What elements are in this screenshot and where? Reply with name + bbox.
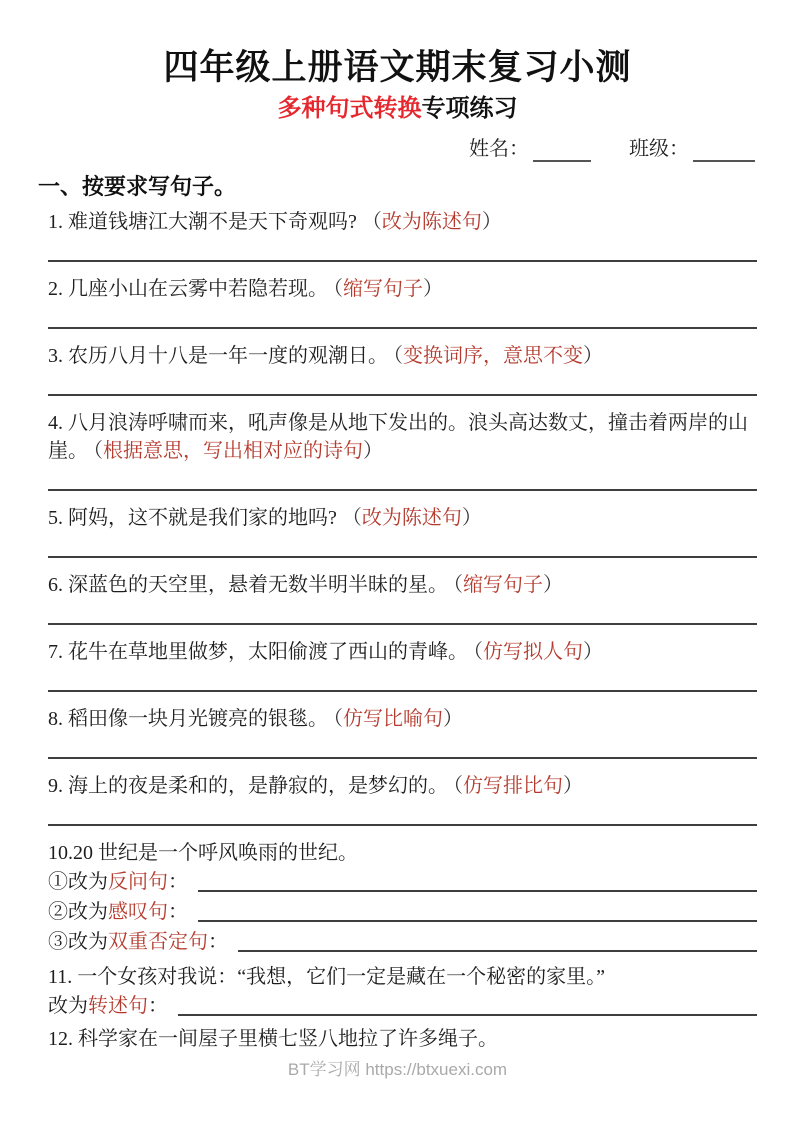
answer-line bbox=[198, 920, 757, 922]
question-sentence: 9. 海上的夜是柔和的，是静寂的，是梦幻的。 bbox=[48, 775, 448, 797]
question-8 bbox=[48, 705, 757, 759]
sub-item-label bbox=[48, 897, 188, 927]
sentence-type-label: 反问句 bbox=[108, 871, 168, 893]
instruction-label: 仿写拟人句 bbox=[483, 641, 583, 663]
question-text: 12. 科学家在一间屋子里横七竖八地拉了许多绳子。 bbox=[48, 1028, 498, 1050]
sentence-type-label: 感叹句 bbox=[108, 901, 168, 923]
paren-open: （ bbox=[93, 440, 103, 462]
colon: ： bbox=[168, 871, 188, 893]
question-1 bbox=[48, 208, 757, 262]
instruction-label: 改为陈述句 bbox=[381, 211, 482, 233]
sub-prefix: 改为 bbox=[68, 901, 108, 923]
paren-open: （ bbox=[473, 641, 483, 663]
sub-item-label bbox=[48, 867, 188, 897]
question-sentence: 2. 几座小山在云雾中若隐若现。 bbox=[48, 278, 328, 300]
instruction-group bbox=[453, 775, 583, 797]
answer-line bbox=[238, 950, 757, 952]
paren-close: ） bbox=[583, 345, 603, 367]
question-3 bbox=[48, 342, 757, 396]
instruction-group bbox=[333, 278, 443, 300]
circled-number: ③ bbox=[48, 931, 68, 953]
question-5 bbox=[48, 504, 757, 558]
instruction-group bbox=[93, 440, 383, 462]
sub-prefix: 改为 bbox=[68, 871, 108, 893]
colon: ： bbox=[168, 901, 188, 923]
question-sentence: 1. 难道钱塘江大潮不是天下奇观吗? bbox=[48, 211, 357, 233]
instruction-label: 仿写排比句 bbox=[463, 775, 563, 797]
question-11-sub bbox=[48, 991, 757, 1021]
question-sentence: 5. 阿妈，这不就是我们家的地吗? bbox=[48, 507, 337, 529]
circled-number: ① bbox=[48, 871, 68, 893]
instruction-label: 缩写句子 bbox=[343, 278, 423, 300]
answer-line bbox=[48, 824, 757, 826]
colon: ： bbox=[208, 931, 228, 953]
class-blank-line bbox=[693, 142, 755, 162]
page-subtitle bbox=[38, 94, 757, 124]
answer-line bbox=[48, 327, 757, 329]
instruction-group bbox=[333, 708, 463, 730]
paren-open: （ bbox=[341, 507, 362, 529]
question-9 bbox=[48, 772, 757, 826]
instruction-label: 根据意思，写出相对应的诗句 bbox=[103, 440, 363, 462]
paren-open: （ bbox=[333, 708, 343, 730]
question-text bbox=[48, 638, 757, 666]
instruction-group bbox=[362, 211, 502, 233]
paren-close: ） bbox=[481, 211, 502, 233]
answer-line bbox=[198, 890, 757, 892]
instruction-group bbox=[473, 641, 603, 663]
question-text bbox=[48, 208, 757, 236]
colon: ： bbox=[148, 995, 168, 1017]
answer-line bbox=[48, 623, 757, 625]
class-group bbox=[629, 136, 755, 162]
question-text bbox=[48, 571, 757, 599]
question-2 bbox=[48, 275, 757, 329]
question-text bbox=[48, 772, 757, 800]
question-text bbox=[48, 275, 757, 303]
question-10-sub-1 bbox=[48, 867, 757, 897]
paren-close: ） bbox=[543, 574, 563, 596]
name-label: 姓名： bbox=[469, 138, 529, 160]
sub-prefix: 改为 bbox=[48, 995, 88, 1017]
question-4 bbox=[48, 409, 757, 491]
question-6 bbox=[48, 571, 757, 625]
question-text bbox=[48, 342, 757, 370]
instruction-label: 改为陈述句 bbox=[361, 507, 462, 529]
name-class-row bbox=[38, 136, 757, 162]
instruction-label: 缩写句子 bbox=[463, 574, 543, 596]
answer-line bbox=[48, 757, 757, 759]
sub-item-label bbox=[48, 991, 168, 1021]
paren-open: （ bbox=[453, 775, 463, 797]
answer-line bbox=[48, 260, 757, 262]
circled-number: ② bbox=[48, 901, 68, 923]
answer-line bbox=[178, 1014, 757, 1016]
answer-line bbox=[48, 394, 757, 396]
paren-open: （ bbox=[393, 345, 403, 367]
answer-line bbox=[48, 690, 757, 692]
question-text bbox=[48, 409, 757, 465]
instruction-label: 变换词序，意思不变 bbox=[403, 345, 583, 367]
paren-close: ） bbox=[363, 440, 383, 462]
question-10-sub-3 bbox=[48, 927, 757, 957]
question-text: 11. 一个女孩对我说：“我想，它们一定是藏在一个秘密的家里。” bbox=[48, 966, 606, 988]
paren-close: ） bbox=[563, 775, 583, 797]
question-list bbox=[48, 208, 757, 1053]
question-text bbox=[48, 504, 757, 532]
name-group bbox=[469, 136, 591, 162]
paren-close: ） bbox=[461, 507, 482, 529]
subtitle-rest: 专项练习 bbox=[421, 95, 518, 122]
instruction-label: 仿写比喻句 bbox=[343, 708, 443, 730]
section-heading: 一、按要求写句子。 bbox=[38, 174, 237, 199]
answer-line bbox=[48, 489, 757, 491]
question-sentence: 6. 深蓝色的天空里，悬着无数半明半昧的星。 bbox=[48, 574, 448, 596]
question-sentence: 4. 八月浪涛呼啸而来，吼声像是从地下发出的。浪头高达数丈，撞击着两岸的山崖。 bbox=[48, 412, 748, 462]
instruction-group bbox=[342, 507, 482, 529]
page-title: 四年级上册语文期末复习小测 bbox=[163, 48, 632, 87]
sentence-type-label: 转述句 bbox=[88, 995, 148, 1017]
instruction-group bbox=[393, 345, 603, 367]
paren-open: （ bbox=[333, 278, 343, 300]
paren-close: ） bbox=[423, 278, 443, 300]
question-11 bbox=[48, 963, 757, 1021]
sub-item-label bbox=[48, 927, 228, 957]
footer-watermark: BT学习网 https://btxuexi.com bbox=[287, 1060, 508, 1079]
question-sentence: 7. 花牛在草地里做梦，太阳偷渡了西山的青峰。 bbox=[48, 641, 468, 663]
instruction-group bbox=[453, 574, 563, 596]
question-7 bbox=[48, 638, 757, 692]
question-sentence: 8. 稻田像一块月光镀亮的银毯。 bbox=[48, 708, 328, 730]
question-text bbox=[48, 705, 757, 733]
paren-close: ） bbox=[583, 641, 603, 663]
question-text: 10.20 世纪是一个呼风唤雨的世纪。 bbox=[48, 842, 358, 864]
paren-close: ） bbox=[443, 708, 463, 730]
subtitle-highlight: 多种句式转换 bbox=[277, 95, 422, 122]
paren-open: （ bbox=[453, 574, 463, 596]
question-12 bbox=[48, 1025, 757, 1053]
question-10 bbox=[48, 839, 757, 957]
answer-line bbox=[48, 556, 757, 558]
name-blank-line bbox=[533, 142, 591, 162]
question-10-sub-2 bbox=[48, 897, 757, 927]
sentence-type-label: 双重否定句 bbox=[108, 931, 208, 953]
paren-open: （ bbox=[361, 211, 382, 233]
sub-prefix: 改为 bbox=[68, 931, 108, 953]
question-sentence: 3. 农历八月十八是一年一度的观潮日。 bbox=[48, 345, 388, 367]
class-label: 班级： bbox=[629, 138, 689, 160]
